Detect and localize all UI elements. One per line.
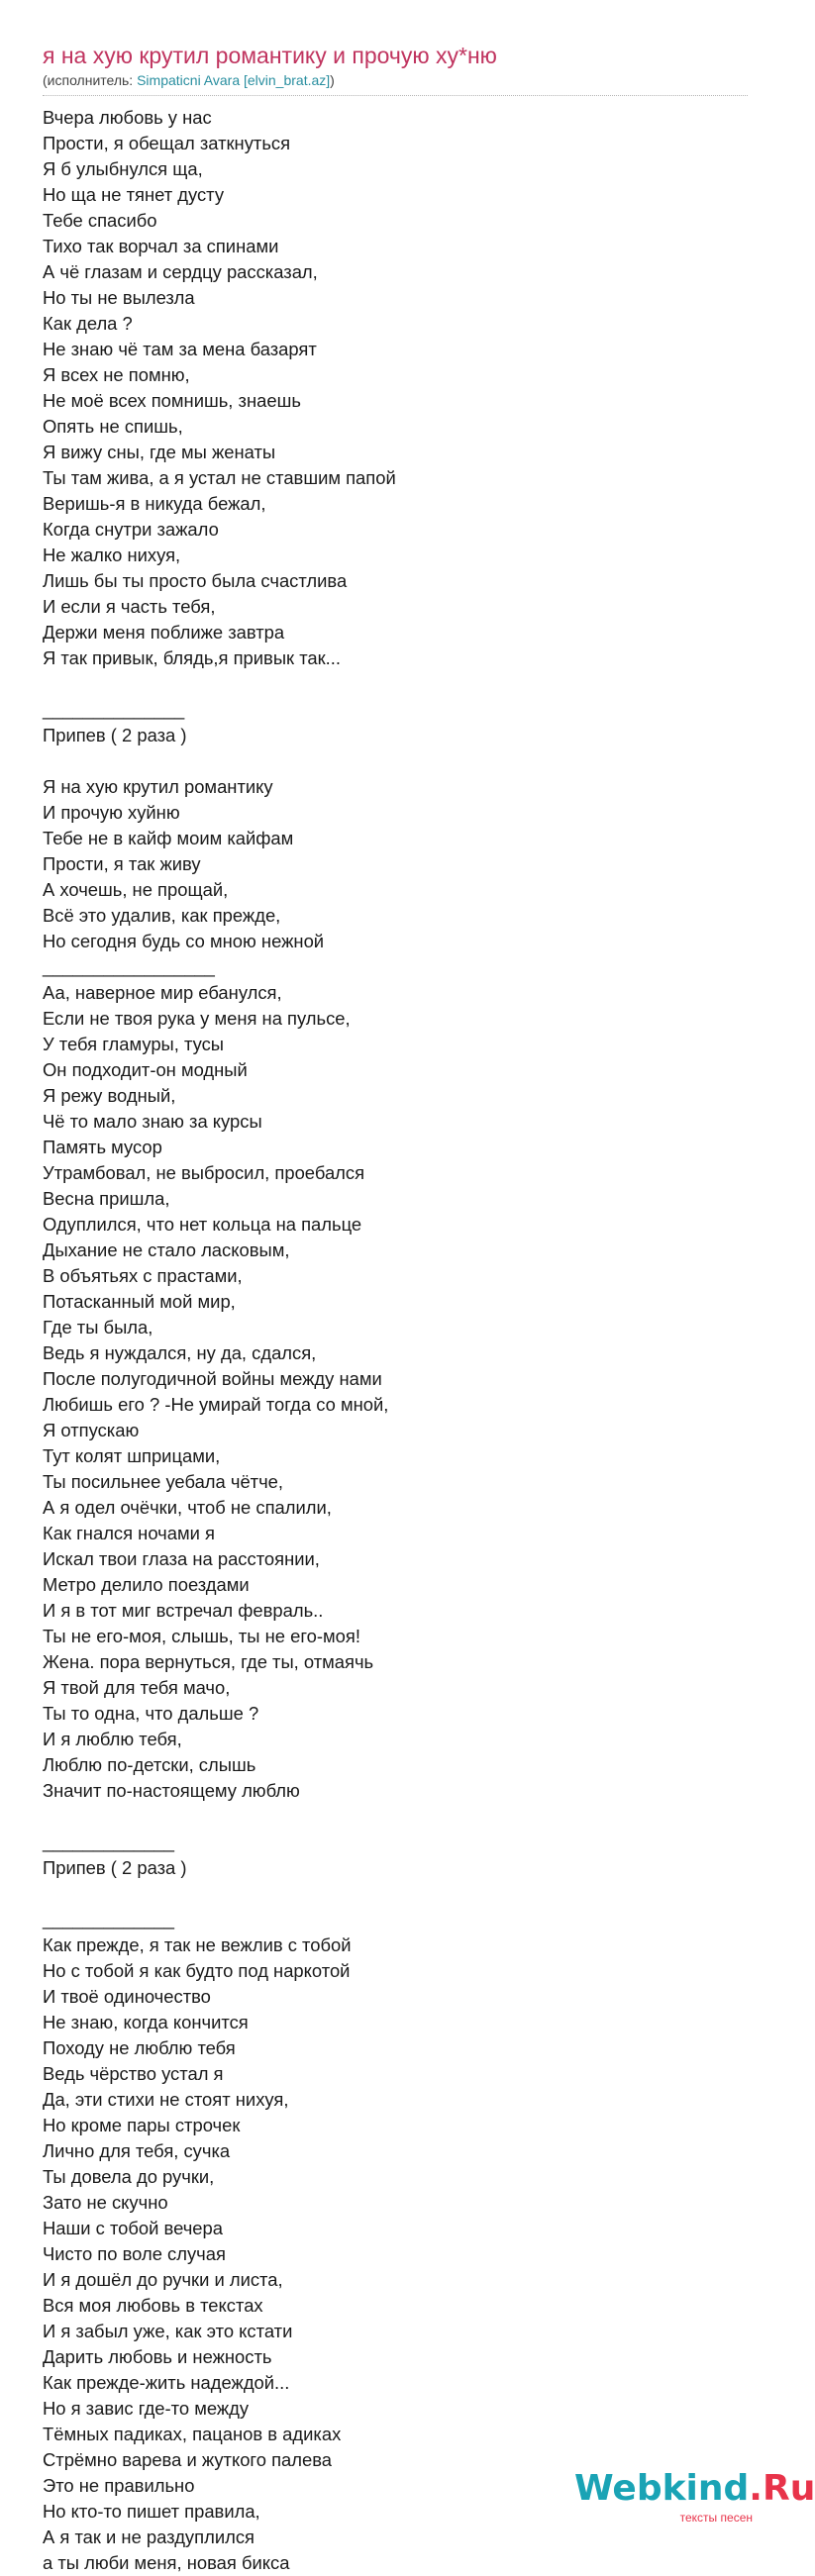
- lyric-line: Когда снутри зажало: [43, 519, 219, 540]
- lyric-line: Весна пришла,: [43, 1188, 170, 1209]
- lyric-line: И я люблю тебя,: [43, 1729, 182, 1749]
- lyric-line: А я так и не раздуплился: [43, 2526, 255, 2547]
- lyric-line: Припев ( 2 раза ): [43, 725, 187, 745]
- lyric-line: Дыхание не стало ласковым,: [43, 1239, 290, 1260]
- lyric-line: И я дошёл до ручки и листа,: [43, 2269, 283, 2290]
- lyric-line: Держи меня поближе завтра: [43, 622, 285, 643]
- lyric-line: Ведь чёрство устал я: [43, 2063, 224, 2084]
- lyric-line: Но кроме пары строчек: [43, 2115, 241, 2135]
- lyric-line: Не знаю чё там за мена базарят: [43, 339, 317, 359]
- lyric-line: И прочую хуйню: [43, 802, 180, 823]
- webkind-logo[interactable]: [574, 2467, 815, 2536]
- lyric-line: Тёмных падиках, пацанов в адиках: [43, 2424, 342, 2444]
- artist-byline: [43, 71, 335, 89]
- lyric-line: Не жалко нихуя,: [43, 545, 181, 565]
- lyric-line: В объятьях с прастами,: [43, 1265, 243, 1286]
- lyric-line: Дарить любовь и нежность: [43, 2346, 272, 2367]
- lyric-line: Ты то одна, что дальше ?: [43, 1703, 259, 1724]
- logo-tld-text: .Ru: [749, 2468, 815, 2509]
- lyric-line: Я вижу сны, где мы женаты: [43, 442, 276, 462]
- lyric-line: Я всех не помню,: [43, 364, 190, 385]
- lyric-line: Лично для тебя, сучка: [43, 2140, 231, 2161]
- lyric-line: Вчера любовь у нас: [43, 107, 212, 128]
- lyric-line: Припев ( 2 раза ): [43, 1857, 187, 1878]
- lyrics-text: [43, 105, 396, 2576]
- lyric-line: Опять не спишь,: [43, 416, 183, 437]
- lyric-line: _________________: [43, 956, 215, 977]
- lyric-line: Зато не скучно: [43, 2192, 168, 2213]
- lyric-line: Но кто-то пишет правила,: [43, 2501, 260, 2522]
- lyric-line: Но ты не вылезла: [43, 287, 195, 308]
- lyric-line: Чё то мало знаю за курсы: [43, 1111, 262, 1132]
- lyric-line: Как дела ?: [43, 313, 133, 334]
- lyric-line: А хочешь, не прощай,: [43, 879, 229, 900]
- lyric-line: Чисто по воле случая: [43, 2243, 226, 2264]
- lyric-line: Память мусор: [43, 1137, 162, 1157]
- lyric-line: а ты люби меня, новая бикса: [43, 2552, 290, 2573]
- lyric-line: А чё глазам и сердцу рассказал,: [43, 261, 318, 282]
- lyric-line: Прости, я так живу: [43, 853, 201, 874]
- lyric-line: Тут колят шприцами,: [43, 1445, 221, 1466]
- lyric-line: Я б улыбнулся ща,: [43, 158, 203, 179]
- lyric-line: Прости, я обещал заткнуться: [43, 133, 291, 153]
- lyric-line: И твоё одиночество: [43, 1986, 211, 2007]
- logo-tagline: тексты песен: [679, 2511, 753, 2525]
- lyric-line: Одуплился, что нет кольца на пальце: [43, 1214, 362, 1235]
- lyric-line: Ведь я нуждался, ну да, сдался,: [43, 1342, 317, 1363]
- lyric-line: И я в тот миг встречал февраль..: [43, 1600, 324, 1621]
- lyric-line: Аа, наверное мир ебанулся,: [43, 982, 282, 1003]
- lyric-line: Где ты была,: [43, 1317, 153, 1338]
- logo-wordmark: [574, 2467, 815, 2511]
- lyric-line: И я забыл уже, как это кстати: [43, 2321, 293, 2341]
- page-title: я на хую крутил романтику и прочую ху*ню: [43, 43, 497, 68]
- lyric-line: [43, 1881, 396, 1907]
- lyric-line: Ты довела до ручки,: [43, 2166, 215, 2187]
- lyric-line: Я режу водный,: [43, 1085, 176, 1106]
- lyric-line: Если не твоя рука у меня на пульсе,: [43, 1008, 351, 1029]
- lyric-line: Я на хую крутил романтику: [43, 776, 273, 797]
- lyric-line: Тебе не в кайф моим кайфам: [43, 828, 294, 848]
- lyric-line: Утрамбовал, не выбросил, проебался: [43, 1162, 365, 1183]
- lyric-line: Ты не его-моя, слышь, ты не его-моя!: [43, 1626, 360, 1646]
- lyric-line: Потасканный мой мир,: [43, 1291, 236, 1312]
- lyric-line: Я твой для тебя мачо,: [43, 1677, 231, 1698]
- lyric-line: Как гнался ночами я: [43, 1523, 215, 1543]
- lyric-line: Стрёмно варева и жуткого палева: [43, 2449, 333, 2470]
- lyric-line: _____________: [43, 1832, 174, 1852]
- lyric-line: Веришь-я в никуда бежал,: [43, 493, 266, 514]
- lyric-line: Как прежде, я так не вежлив с тобой: [43, 1934, 352, 1955]
- lyric-line: Я так привык, блядь,я привык так...: [43, 647, 342, 668]
- artist-link[interactable]: Simpaticni Avara [elvin_brat.az]: [137, 72, 331, 88]
- lyric-line: Не знаю, когда кончится: [43, 2012, 249, 2032]
- lyric-line: Тебе спасибо: [43, 210, 157, 231]
- lyric-line: Но сегодня будь со мною нежной: [43, 931, 325, 951]
- lyric-line: Тихо так ворчал за спинами: [43, 236, 279, 256]
- lyric-line: После полугодичной войны между нами: [43, 1368, 382, 1389]
- lyric-line: Я отпускаю: [43, 1420, 140, 1440]
- lyric-line: У тебя гламуры, тусы: [43, 1034, 225, 1054]
- lyric-line: Но ща не тянет дусту: [43, 184, 225, 205]
- lyric-line: Он подходит-он модный: [43, 1059, 248, 1080]
- lyric-line: Как прежде-жить надеждой...: [43, 2372, 290, 2393]
- logo-main-text: Webkind: [574, 2468, 750, 2509]
- byline-suffix: ): [330, 72, 335, 88]
- lyric-line: Значит по-настоящему люблю: [43, 1780, 300, 1801]
- lyric-line: Лишь бы ты просто была счастлива: [43, 570, 348, 591]
- lyric-line: [43, 1804, 396, 1830]
- lyric-line: Искал твои глаза на расстоянии,: [43, 1548, 320, 1569]
- lyric-line: Но я завис где-то между: [43, 2398, 250, 2419]
- lyric-line: Жена. пора вернуться, где ты, отмаячь: [43, 1651, 374, 1672]
- lyric-line: [43, 748, 396, 774]
- lyric-line: Вся моя любовь в текстах: [43, 2295, 263, 2316]
- lyric-line: Люблю по-детски, слышь: [43, 1754, 256, 1775]
- byline-prefix: (исполнитель:: [43, 72, 138, 88]
- lyric-line: Всё это удалив, как прежде,: [43, 905, 281, 926]
- lyric-line: ______________: [43, 699, 185, 720]
- header-divider: [43, 95, 748, 96]
- lyric-line: _____________: [43, 1909, 174, 1930]
- lyric-line: Но с тобой я как будто под наркотой: [43, 1960, 351, 1981]
- lyric-line: Ты посильнее уебала чётче,: [43, 1471, 284, 1492]
- lyric-line: Да, эти стихи не стоят нихуя,: [43, 2089, 289, 2110]
- lyric-line: Походу не люблю тебя: [43, 2037, 236, 2058]
- lyric-line: [43, 671, 396, 697]
- lyric-line: А я одел очёчки, чтоб не спалили,: [43, 1497, 332, 1518]
- lyric-line: Ты там жива, а я устал не ставшим папой: [43, 467, 396, 488]
- lyric-line: Это не правильно: [43, 2475, 195, 2496]
- lyric-line: Метро делило поездами: [43, 1574, 250, 1595]
- lyric-line: Любишь его ? -Не умирай тогда со мной,: [43, 1394, 389, 1415]
- lyric-line: Не моё всех помнишь, знаешь: [43, 390, 301, 411]
- lyric-line: Наши с тобой вечера: [43, 2218, 223, 2238]
- lyric-line: И если я часть тебя,: [43, 596, 216, 617]
